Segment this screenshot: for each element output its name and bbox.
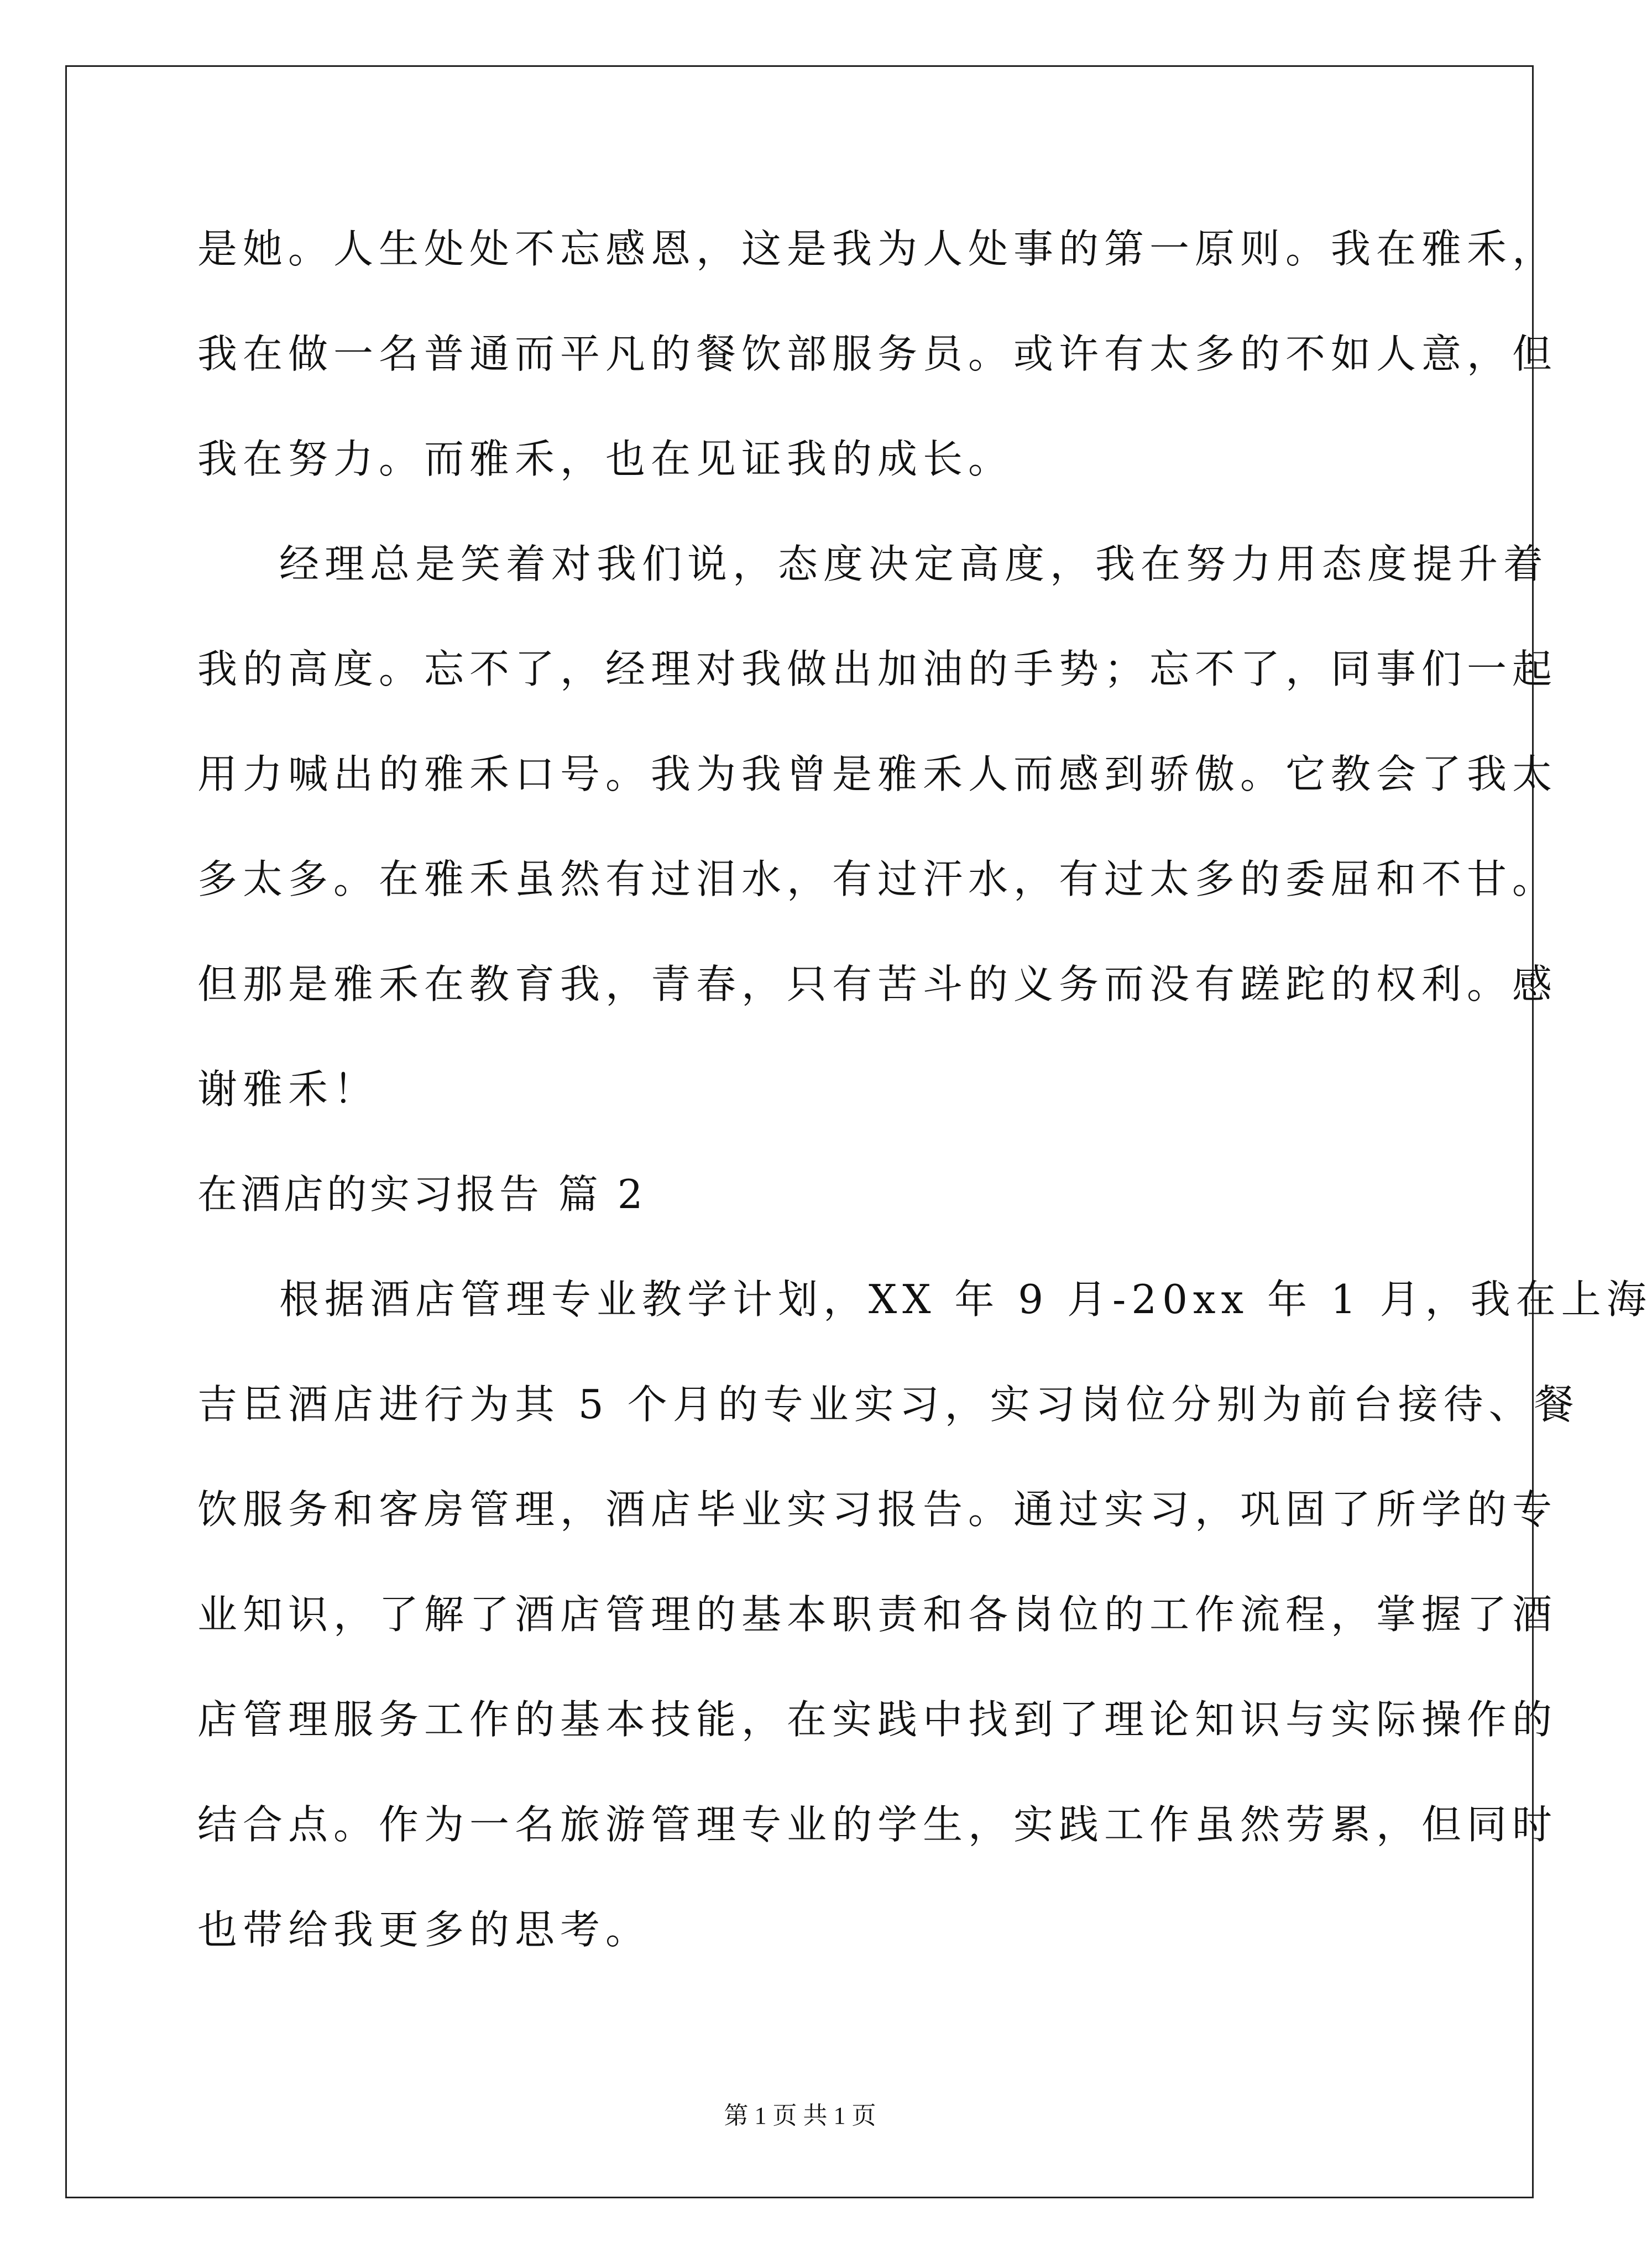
text-line: 是她。人生处处不忘感恩，这是我为人处事的第一原则。我在雅禾，: [197, 226, 1558, 272]
text-line: 谢雅禾！: [197, 1066, 379, 1112]
text-line: 根据酒店管理专业教学计划，XX 年 9 月-20xx 年 1 月，我在上海: [279, 1276, 1652, 1323]
text-line: 我在努力。而雅禾，也在见证我的成长。: [197, 436, 1014, 482]
text-line: 结合点。作为一名旅游管理专业的学生，实践工作虽然劳累，但同时: [197, 1801, 1558, 1848]
text-line: 我的高度。忘不了，经理对我做出加油的手势；忘不了，同事们一起: [197, 646, 1558, 692]
text-line: 业知识，了解了酒店管理的基本职责和各岗位的工作流程，掌握了酒: [197, 1591, 1558, 1638]
text-line: 用力喊出的雅禾口号。我为我曾是雅禾人而感到骄傲。它教会了我太: [197, 751, 1558, 797]
page-number-footer: 第 1 页 共 1 页: [724, 2102, 876, 2129]
text-line: 店管理服务工作的基本技能，在实践中找到了理论知识与实际操作的: [197, 1696, 1558, 1743]
text-line: 多太多。在雅禾虽然有过泪水，有过汗水，有过太多的委屈和不甘。: [197, 856, 1558, 902]
text-line: 吉臣酒店进行为其 5 个月的专业实习，实习岗位分别为前台接待、餐: [197, 1381, 1580, 1428]
text-line: 饮服务和客房管理，酒店毕业实习报告。通过实习，巩固了所学的专: [197, 1486, 1558, 1533]
text-line: 但那是雅禾在教育我，青春，只有苦斗的义务而没有蹉跎的权利。感: [197, 961, 1558, 1007]
document-body: [197, 196, 1652, 1982]
text-line: 经理总是笑着对我们说，态度决定高度，我在努力用态度提升着: [279, 541, 1549, 587]
section-heading: 在酒店的实习报告 篇 2: [197, 1171, 646, 1217]
text-line: 我在做一名普通而平凡的餐饮部服务员。或许有太多的不如人意，但: [197, 331, 1558, 377]
text-line: 也带给我更多的思考。: [197, 1906, 651, 1953]
